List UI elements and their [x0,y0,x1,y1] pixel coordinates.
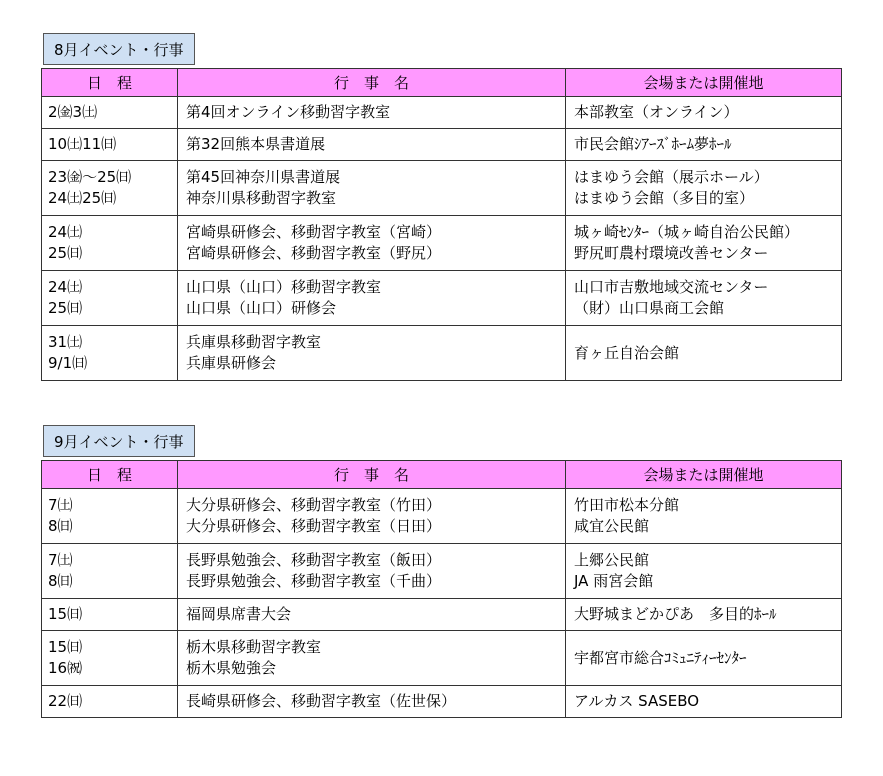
venue-cell-line: 竹田市松本分館 [574,496,680,514]
august-section [41,33,841,381]
event-cell [178,97,566,129]
event-cell-line: 栃木県移動習字教室 [186,638,322,656]
event-cell [178,129,566,161]
event-cell-line: 山口県（山口）移動習字教室 [186,278,382,296]
venue-cell-line: 育ヶ丘自治会館 [574,343,680,362]
table-row [42,489,842,544]
table-row [42,271,842,326]
event-cell-line: 兵庫県研修会 [186,354,277,372]
venue-cell-line: JA 雨宮会館 [574,572,654,590]
header-venue: 会場または開催地 [566,69,842,97]
date-cell-line: 15㈰ [48,605,83,623]
date-cell-line: 10㈯11㈰ [48,135,117,153]
date-cell-line: 7㈯ [48,496,73,514]
header-date: 日 程 [42,461,178,489]
event-cell [178,631,566,686]
august-section-title: 8月イベント・行事 [43,33,195,65]
date-cell [42,129,178,161]
event-cell-line: 長崎県研修会、移動習字教室（佐世保） [186,692,457,710]
venue-cell-line: 上郷公民館 [574,551,650,569]
venue-cell-line: 山口市吉敷地域交流センター [574,278,769,296]
event-cell-line: 宮崎県研修会、移動習字教室（宮崎） [186,223,442,241]
event-cell [178,599,566,631]
venue-cell [566,97,842,129]
header-event: 行 事 名 [178,69,566,97]
date-cell [42,599,178,631]
table-row [42,599,842,631]
table-row [42,97,842,129]
date-cell [42,97,178,129]
venue-cell-line: アルカス SASEBO [574,692,700,710]
venue-cell-line: 宇都宮市総合ｺﾐｭﾆﾃｨｰｾﾝﾀｰ [574,648,747,667]
event-cell [178,271,566,326]
venue-cell [566,544,842,599]
event-cell [178,544,566,599]
table-row [42,631,842,686]
date-cell [42,216,178,271]
table-row [42,544,842,599]
venue-cell [566,129,842,161]
event-cell [178,326,566,381]
event-cell-line: 宮崎県研修会、移動習字教室（野尻） [186,244,442,262]
date-cell-line: 31㈯ [48,333,83,351]
date-cell [42,631,178,686]
event-cell-line: 栃木県勉強会 [186,659,277,677]
venue-cell-line: 本部教室（オンライン） [574,103,739,121]
venue-cell [566,599,842,631]
event-cell [178,161,566,216]
venue-cell-line: 咸宜公民館 [574,517,650,535]
table-row [42,129,842,161]
venue-cell-line: 大野城まどかぴあ 多目的ﾎｰﾙ [574,605,777,623]
date-cell-line: 2㈮3㈯ [48,103,98,121]
date-cell [42,686,178,718]
event-cell [178,686,566,718]
venue-cell [566,631,842,686]
date-cell-line: 25㈰ [48,244,83,262]
september-section [41,425,841,718]
date-cell-line: 24㈯ [48,223,83,241]
event-cell-line: 大分県研修会、移動習字教室（日田） [186,517,442,535]
event-cell-line: 長野県勉強会、移動習字教室（千曲） [186,572,442,590]
venue-cell [566,489,842,544]
table-row [42,326,842,381]
event-cell-line: 第45回神奈川県書道展 [186,168,341,186]
date-cell-line: 15㈰ [48,638,83,656]
table-header-row [42,69,842,97]
date-cell [42,161,178,216]
date-cell-line: 8㈰ [48,517,73,535]
event-cell-line: 大分県研修会、移動習字教室（竹田） [186,496,442,514]
table-row [42,216,842,271]
date-cell [42,271,178,326]
september-section-title: 9月イベント・行事 [43,425,195,457]
date-cell-line: 24㈯25㈰ [48,189,117,207]
venue-cell-line: はまゆう会館（多目的室） [574,189,755,207]
event-cell [178,216,566,271]
date-cell [42,489,178,544]
venue-cell [566,271,842,326]
header-event: 行 事 名 [178,461,566,489]
event-cell-line: 福岡県席書大会 [186,605,292,623]
date-cell-line: 9/1㈰ [48,354,88,372]
header-date: 日 程 [42,69,178,97]
header-venue: 会場または開催地 [566,461,842,489]
event-cell-line: 第32回熊本県書道展 [186,135,326,153]
date-cell-line: 23㈮～25㈰ [48,168,132,186]
venue-cell [566,686,842,718]
date-cell-line: 25㈰ [48,299,83,317]
venue-cell-line: 市民会館ｼｱｰｽﾞﾎｰﾑ夢ﾎｰﾙ [574,135,732,153]
table-header-row [42,461,842,489]
table-row [42,161,842,216]
date-cell-line: 8㈰ [48,572,73,590]
date-cell-line: 7㈯ [48,551,73,569]
venue-cell-line: はまゆう会館（展示ホール） [574,168,769,186]
venue-cell [566,216,842,271]
venue-cell-line: 城ヶ崎ｾﾝﾀｰ（城ヶ崎自治公民館） [574,223,800,241]
event-cell-line: 神奈川県移動習字教室 [186,189,337,207]
venue-cell [566,161,842,216]
event-cell-line: 兵庫県移動習字教室 [186,333,322,351]
event-cell-line: 第4回オンライン移動習字教室 [186,103,391,121]
september-schedule-table [41,460,842,718]
date-cell [42,544,178,599]
venue-cell-line: （財）山口県商工会館 [574,299,725,317]
table-row [42,686,842,718]
event-cell-line: 山口県（山口）研修会 [186,299,337,317]
event-cell [178,489,566,544]
august-schedule-table [41,68,842,381]
venue-cell [566,326,842,381]
date-cell-line: 22㈰ [48,692,83,710]
venue-cell-line: 野尻町農村環境改善センター [574,244,769,262]
date-cell-line: 24㈯ [48,278,83,296]
event-cell-line: 長野県勉強会、移動習字教室（飯田） [186,551,442,569]
date-cell [42,326,178,381]
date-cell-line: 16㈷ [48,659,83,677]
